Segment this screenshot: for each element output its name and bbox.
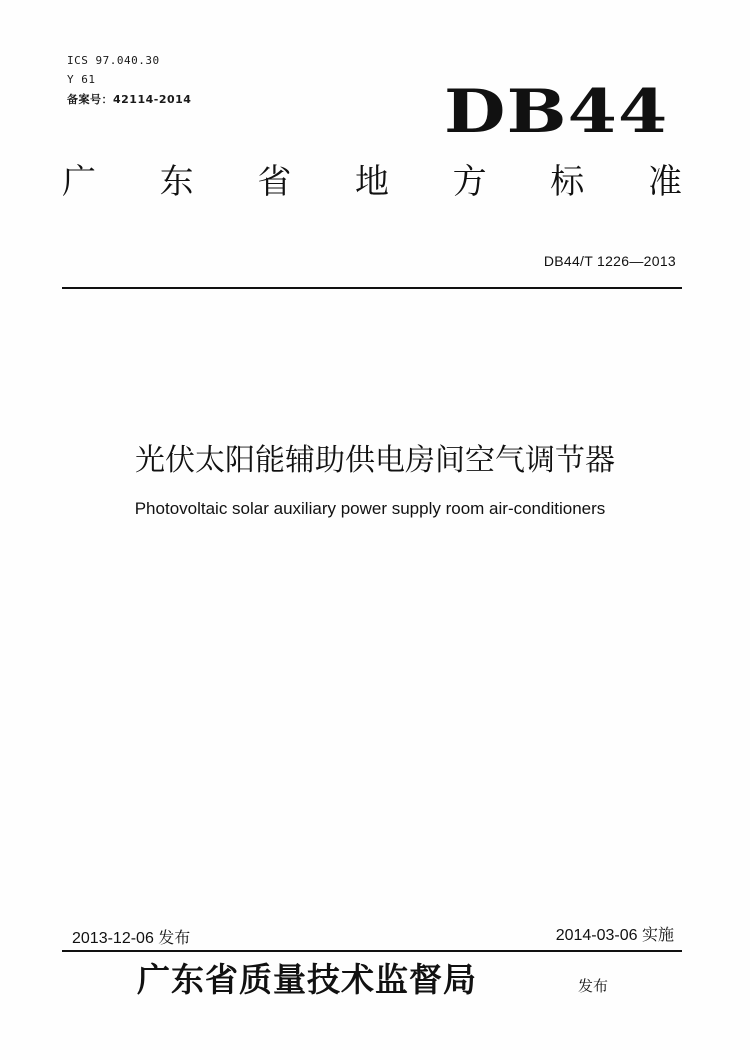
title-chinese: 光伏太阳能辅助供电房间空气调节器	[135, 443, 615, 478]
issuing-authority: 广东省质量技术监督局	[137, 960, 477, 999]
standard-type-char: 省	[257, 162, 292, 202]
issuing-authority-suffix: 发布	[578, 977, 609, 995]
db44-logo: DB44	[444, 77, 669, 147]
standard-type-char: 广	[62, 162, 96, 202]
title-english: Photovoltaic solar auxiliary power supply room air-conditioners	[134, 499, 606, 518]
implementation-date: 2014-03-06 实施	[555, 927, 674, 944]
record-number-value: 42114-2014	[113, 93, 192, 106]
ccs-code: Y 61	[67, 73, 96, 86]
issue-date: 2013-12-06 发布	[72, 930, 191, 947]
footer-divider	[62, 950, 682, 952]
standard-type-char: 标	[550, 162, 585, 202]
header-divider	[62, 287, 682, 289]
standard-type-char: 方	[452, 162, 487, 202]
ics-code: ICS 97.040.30	[67, 54, 160, 67]
standard-number: DB44/T 1226—2013	[543, 253, 676, 269]
standard-type-char: 东	[159, 162, 194, 202]
standard-type-char: 准	[647, 162, 682, 202]
record-number-label: 备案号：	[67, 93, 113, 106]
standard-type-char: 地	[354, 162, 389, 202]
standard-type-heading	[62, 162, 682, 202]
record-number-line	[67, 91, 191, 107]
